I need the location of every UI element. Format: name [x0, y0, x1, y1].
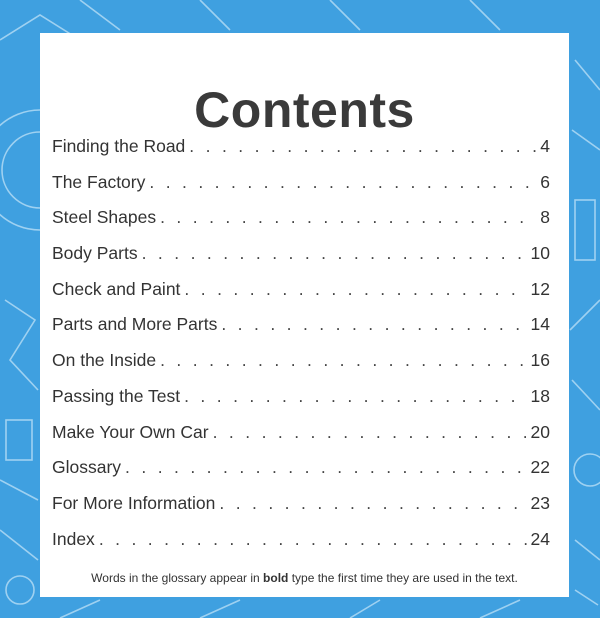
toc-dot-leader [125, 450, 526, 486]
toc-entry[interactable] [52, 129, 550, 165]
toc-dot-leader [99, 522, 527, 558]
toc-page-number: 4 [540, 136, 550, 156]
toc-entry-label: On the Inside [52, 350, 157, 371]
toc-entry[interactable] [52, 415, 550, 451]
toc-dot-leader [184, 379, 526, 415]
glossary-note-bold-word: bold [263, 571, 289, 585]
toc-entry-label: Index [52, 528, 95, 549]
toc-entry[interactable] [52, 200, 550, 236]
toc-entry[interactable] [52, 450, 550, 486]
toc-page-number: 8 [540, 207, 550, 228]
toc-page-number: 12 [530, 278, 550, 299]
toc-entry-label: For More Information [52, 492, 216, 513]
toc-entry-label: Parts and More Parts [52, 314, 218, 335]
toc-dot-leader [213, 415, 527, 451]
toc-page-number: 16 [530, 350, 550, 371]
toc-entry-label: Passing the Test [52, 385, 181, 406]
toc-entry[interactable] [52, 486, 550, 522]
toc-dot-leader [189, 129, 536, 165]
toc-entry-label: Check and Paint [52, 278, 181, 299]
toc-page-number: 18 [530, 385, 550, 406]
table-of-contents [52, 129, 550, 557]
toc-dot-leader [160, 200, 536, 236]
toc-entry-label: Make Your Own Car [52, 421, 209, 442]
toc-page-number: 23 [530, 492, 550, 513]
glossary-note-end: type the first time they are used in the text. [288, 571, 518, 585]
toc-page-number: 6 [540, 171, 550, 192]
toc-entry[interactable] [52, 236, 550, 272]
toc-page-number: 24 [530, 528, 550, 549]
toc-entry[interactable] [52, 165, 550, 201]
toc-entry[interactable] [52, 522, 550, 558]
toc-dot-leader [142, 236, 527, 272]
toc-entry-label: The Factory [52, 171, 146, 192]
toc-dot-leader [184, 272, 526, 308]
toc-entry[interactable] [52, 307, 550, 343]
toc-entry-label: Glossary [52, 457, 122, 478]
toc-dot-leader [221, 307, 526, 343]
toc-entry-label: Finding the Road [52, 136, 186, 156]
toc-dot-leader [219, 486, 526, 522]
toc-dot-leader [149, 165, 536, 201]
contents-page [40, 33, 569, 597]
toc-entry-label: Body Parts [52, 243, 138, 264]
toc-entry[interactable] [52, 272, 550, 308]
toc-page-number: 22 [530, 457, 550, 478]
page-title: Contents [194, 82, 415, 138]
toc-page-number: 20 [530, 421, 550, 442]
toc-page-number: 10 [530, 243, 550, 264]
toc-page-number: 14 [530, 314, 550, 335]
toc-entry[interactable] [52, 343, 550, 379]
toc-entry[interactable] [52, 379, 550, 415]
glossary-note [40, 571, 569, 585]
toc-entry-label: Steel Shapes [52, 207, 157, 228]
glossary-note-start: Words in the glossary appear in [91, 571, 264, 585]
toc-dot-leader [160, 343, 526, 379]
